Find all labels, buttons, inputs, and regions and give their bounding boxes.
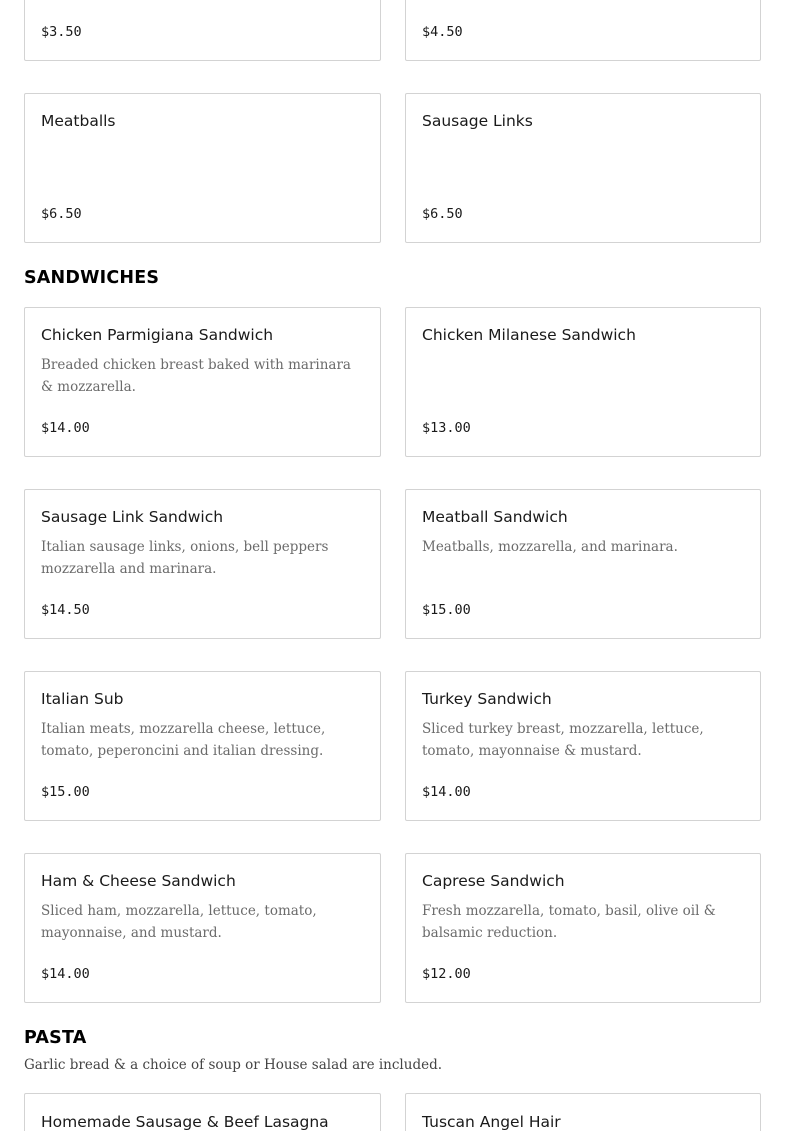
menu-item-card[interactable] <box>24 0 381 61</box>
menu-item-chicken-milanese-sandwich[interactable] <box>405 307 761 457</box>
item-price: $14.00 <box>41 420 90 436</box>
item-price: $6.50 <box>422 206 463 222</box>
menu-item-sausage-links[interactable] <box>405 93 761 243</box>
menu-item-sausage-beef-lasagna[interactable] <box>24 1093 381 1131</box>
item-price: $15.00 <box>41 784 90 800</box>
item-name: Ham & Cheese Sandwich <box>41 872 236 890</box>
item-name: Tuscan Angel Hair <box>422 1113 561 1131</box>
menu-item-meatball-sandwich[interactable] <box>405 489 761 639</box>
section-title-sandwiches: SANDWICHES <box>24 268 160 288</box>
section-title-pasta: PASTA <box>24 1028 87 1048</box>
item-description: Fresh mozzarella, tomato, basil, olive oil & balsamic reduction. <box>422 903 716 941</box>
item-description: Italian sausage links, onions, bell peppers mozzarella and marinara. <box>41 539 329 577</box>
item-price: $13.00 <box>422 420 471 436</box>
item-price: $14.00 <box>41 966 90 982</box>
item-name: Caprese Sandwich <box>422 872 565 890</box>
item-description: Sliced turkey breast, mozzarella, lettuce, tomato, mayonnaise & mustard. <box>422 721 704 759</box>
section-note-pasta: Garlic bread & a choice of soup or House salad are included. <box>24 1057 443 1073</box>
menu-item-chicken-parmigiana-sandwich[interactable] <box>24 307 381 457</box>
item-name: Chicken Parmigiana Sandwich <box>41 326 274 344</box>
menu-item-card[interactable] <box>405 0 761 61</box>
menu-item-tuscan-angel-hair[interactable] <box>405 1093 761 1131</box>
menu-item-sausage-link-sandwich[interactable] <box>24 489 381 639</box>
menu-item-ham-cheese-sandwich[interactable] <box>24 853 381 1003</box>
item-price: $15.00 <box>422 602 471 618</box>
item-name: Italian Sub <box>41 690 124 708</box>
item-description: Breaded chicken breast baked with marinara & mozzarella. <box>41 357 351 395</box>
item-name: Sausage Links <box>422 112 533 130</box>
menu-item-italian-sub[interactable] <box>24 671 381 821</box>
menu-item-turkey-sandwich[interactable] <box>405 671 761 821</box>
item-name: Meatball Sandwich <box>422 508 568 526</box>
item-price: $12.00 <box>422 966 471 982</box>
item-price: $3.50 <box>41 24 82 40</box>
item-name: Sausage Link Sandwich <box>41 508 224 526</box>
item-name: Meatballs <box>41 112 116 130</box>
item-description: Sliced ham, mozzarella, lettuce, tomato, mayonnaise, and mustard. <box>41 903 317 941</box>
menu-item-caprese-sandwich[interactable] <box>405 853 761 1003</box>
item-price: $6.50 <box>41 206 82 222</box>
item-name: Homemade Sausage & Beef Lasagna <box>41 1113 329 1131</box>
item-name: Chicken Milanese Sandwich <box>422 326 636 344</box>
item-price: $14.00 <box>422 784 471 800</box>
item-price: $14.50 <box>41 602 90 618</box>
item-description: Meatballs, mozzarella, and marinara. <box>422 539 678 555</box>
item-price: $4.50 <box>422 24 463 40</box>
item-name: Turkey Sandwich <box>422 690 552 708</box>
menu-item-meatballs[interactable] <box>24 93 381 243</box>
item-description: Italian meats, mozzarella cheese, lettuce, tomato, peperoncini and italian dressing. <box>41 721 326 759</box>
